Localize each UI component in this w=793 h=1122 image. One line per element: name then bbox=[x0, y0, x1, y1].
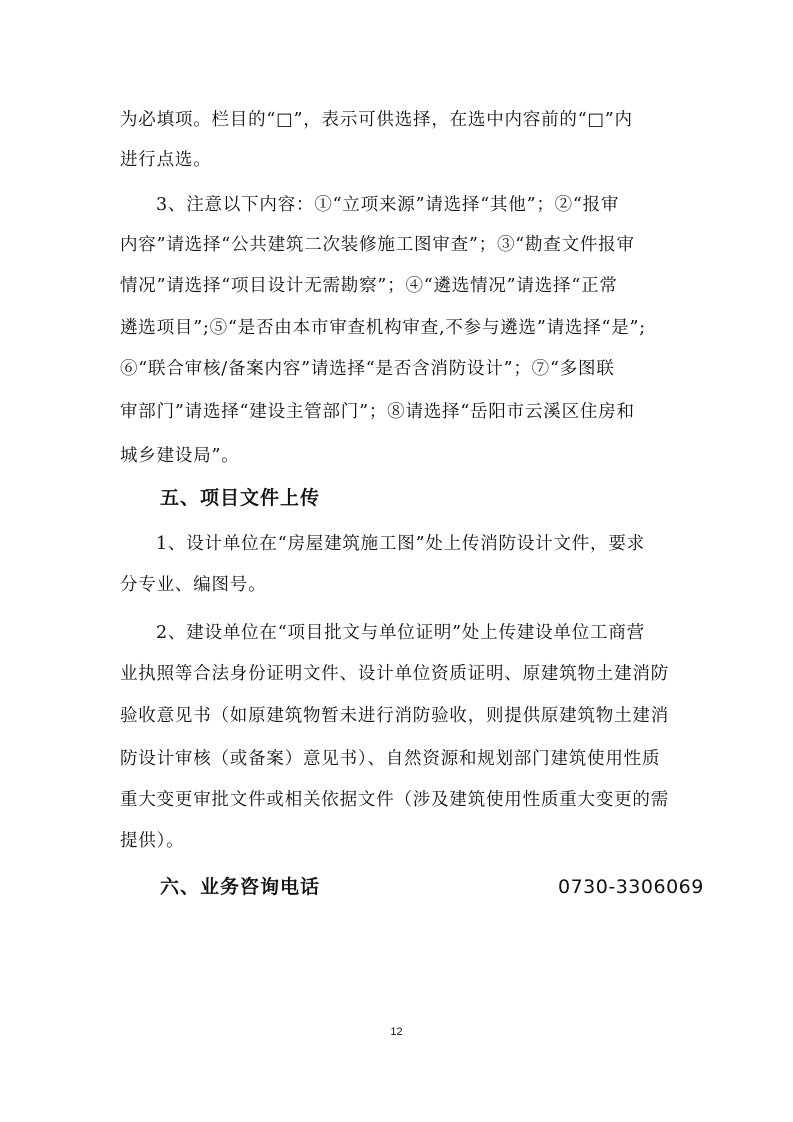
text-line: 防设计审核（或备案）意见书）、自然资源和规划部门建筑使用性质 bbox=[120, 749, 661, 769]
text-line: 验收意见书（如原建筑物暂未进行消防验收，则提供原建筑物土建消 bbox=[120, 706, 669, 726]
text-line: 城乡建设局”。 bbox=[120, 446, 240, 466]
text-line: 遴选项目”;⑤“是否由本市审查机构审查,不参与遴选”请选择“是”; bbox=[120, 318, 646, 338]
page-number: 12 bbox=[390, 1026, 403, 1038]
text-line: 业执照等合法身份证明文件、设计单位资质证明、原建筑物土建消防 bbox=[120, 664, 669, 684]
section-heading: 五、项目文件上传 bbox=[160, 487, 321, 509]
section-heading: 六、业务咨询电话 bbox=[160, 876, 321, 898]
text-line: 进行点选。 bbox=[120, 150, 212, 170]
contact-heading bbox=[160, 875, 704, 899]
text-line: 审部门”请选择“建设主管部门”；⑧请选择“岳阳市云溪区住房和 bbox=[120, 402, 635, 422]
text-line: 1、设计单位在“房屋建筑施工图”处上传消防设计文件，要求 bbox=[156, 534, 645, 554]
text-line: 3、注意以下内容：①“立项来源”请选择“其他”；②“报审 bbox=[156, 195, 620, 215]
phone-number: 0730-3306069 bbox=[558, 876, 704, 898]
text-line: 2、建设单位在“项目批文与单位证明”处上传建设单位工商营 bbox=[156, 623, 645, 643]
text-line: 重大变更审批文件或相关依据文件（涉及建筑使用性质重大变更的需 bbox=[120, 790, 669, 810]
text-line: 提供）。 bbox=[120, 831, 185, 851]
text-line: ⑥“联合审核/备案内容”请选择“是否含消防设计”；⑦“多图联 bbox=[120, 359, 615, 379]
text-line: 分专业、编图号。 bbox=[120, 575, 267, 595]
text-line: 情况”请选择“项目设计无需勘察”；④“遴选情况”请选择“正常 bbox=[120, 276, 618, 296]
text-line: 为必填项。栏目的“□”，表示可供选择，在选中内容前的“□”内 bbox=[120, 110, 633, 130]
text-line: 内容”请选择“公共建筑二次装修施工图审查”；③“勘查文件报审 bbox=[120, 235, 635, 255]
